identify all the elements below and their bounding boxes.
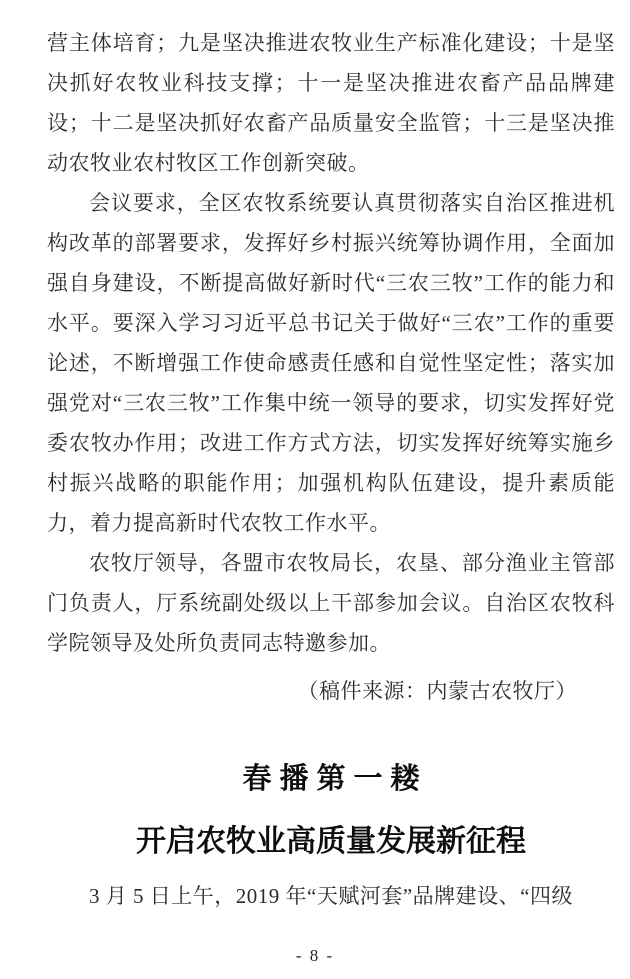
source-note: （稿件来源：内蒙古农牧厅）	[297, 679, 577, 703]
paragraph-meeting-requirements: 会议要求，全区农牧系统要认真贯彻落实自治区推进机构改革的部署要求，发挥好乡村振兴统筹协调作用，全面加强自身建设，不断提高做好新时代“三农三牧”工作的能力和水平。要深入学习习近平总书记关于做好“三农”工作的重要论述，不断增强工作使命感责任感和自觉性坚定性；落实加强党对“三农三牧”工作集中统一领导的要求，切实发挥好党委农牧办作用；改进工作方式方法，切实发挥好统筹实施乡村振兴战略的职能作用；加强机构队伍建设，提升素质能力，着力提高新时代农牧工作水平。	[47, 191, 615, 535]
page-number: - 8 -	[295, 946, 335, 965]
next-article-title-line2: 开启农牧业高质量发展新征程	[136, 825, 526, 858]
paragraph-measures-continuation: 营主体培育；九是坚决推进农牧业生产标准化建设；十是坚决抓好农牧业科技支撑；十一是坚决推进农畜产品品牌建设；十二是坚决抓好农畜产品质量安全监管；十三是坚决推动农牧业农村牧区工作创新突破。	[47, 31, 615, 175]
paragraph-attendees: 农牧厅领导，各盟市农牧局长，农垦、部分渔业主管部门负责人，厅系统副处级以上干部参加会议。自治区农牧科学院领导及处所负责同志特邀参加。	[47, 551, 615, 655]
next-article-title-line1: 春播第一耧	[242, 763, 428, 795]
paragraph-next-article-opening: 3 月 5 日上午，2019 年“天赋河套”品牌建设、“四级	[89, 884, 573, 908]
